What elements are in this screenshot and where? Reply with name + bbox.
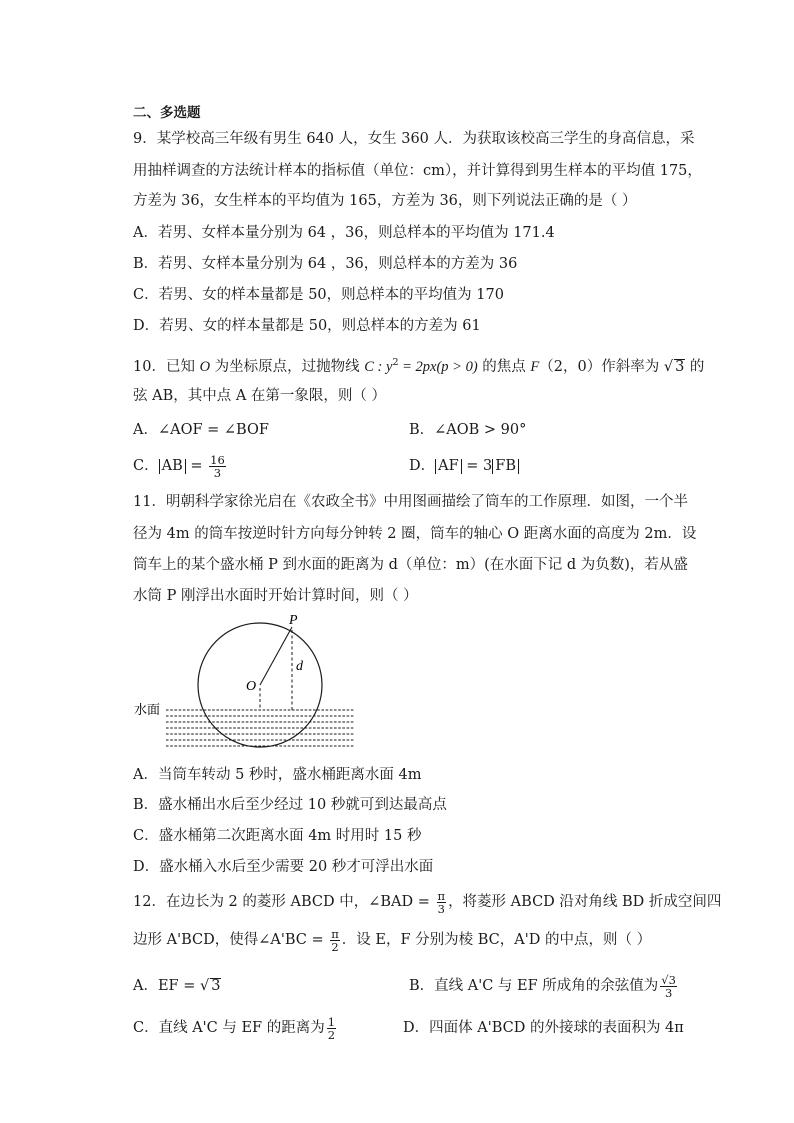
q10-mid-text: = 3 xyxy=(461,458,493,474)
q11-option-c: C．盛水桶第二次距离水面 4m 时用时 15 秒 xyxy=(133,828,422,844)
q12-stem-line-2 xyxy=(133,925,651,955)
q10-abs-ab: AB xyxy=(159,459,186,474)
q11-option-d: D．盛水桶入水后至少需要 20 秒才可浮出水面 xyxy=(133,859,434,875)
q12-option-d: D．四面体 A'BCD 的外接球的表面积为 4π xyxy=(403,1020,684,1036)
q10-text: 10．已知 xyxy=(133,358,200,375)
q10-option-c xyxy=(133,451,228,481)
water-lines xyxy=(166,710,354,746)
option-label: B．直线 A'C 与 EF 所成角的余弦值为 xyxy=(409,978,659,994)
q10-exponent: 2 xyxy=(392,357,399,368)
q12-sqrt-value: 3 xyxy=(211,978,221,994)
option-label: D． xyxy=(409,458,436,474)
q11-option-a: A．当筒车转动 5 秒时，盛水桶距离水面 4m xyxy=(133,767,422,783)
fraction-denominator: 3 xyxy=(437,901,445,916)
q10-stem-line-2: 弦 AB，其中点 A 在第一象限，则（ ） xyxy=(133,388,387,404)
fraction-denominator: 2 xyxy=(327,1027,336,1042)
fraction-denominator: 3 xyxy=(213,465,222,480)
label-water-surface: 水面 xyxy=(134,702,161,717)
q10-option-b: B．∠AOB > 90° xyxy=(409,422,527,438)
fraction-numerator: π xyxy=(437,888,446,903)
q12-angle-fraction xyxy=(330,928,340,953)
q9-option-b: B．若男、女样本量分别为 64 ，36，则总样本的方差为 36 xyxy=(133,256,518,272)
fraction-denominator: 2 xyxy=(331,939,339,954)
section-title: 二、多选题 xyxy=(133,105,201,121)
q10-abs-af: AF xyxy=(435,459,462,474)
option-label: A．EF = xyxy=(133,978,200,994)
q10-text: 为坐标原点，过抛物线 xyxy=(210,358,365,375)
q9-option-c: C．若男、女的样本量都是 50，则总样本的平均值为 170 xyxy=(133,287,504,303)
q10-option-a: A．∠AOF = ∠BOF xyxy=(133,422,269,438)
q12-angle-fraction xyxy=(437,890,447,915)
q10-parabola-formula: C : y xyxy=(364,358,393,375)
q11-option-b: B．盛水桶出水后至少经过 10 秒就可到达最高点 xyxy=(133,797,447,813)
option-label: C． xyxy=(133,458,159,474)
label-p: P xyxy=(289,613,298,628)
q10-option-d xyxy=(409,457,519,475)
label-o: O xyxy=(246,679,257,694)
sqrt-sign: √ xyxy=(200,978,210,994)
q11-stem-line-3: 筒车上的某个盛水桶 P 到水面的距离为 d（单位：m）(在水面下记 d 为负数)，若从盛 xyxy=(133,557,688,573)
equals: = xyxy=(185,458,208,474)
q12-option-b xyxy=(409,969,679,1003)
q9-option-a: A．若男、女样本量分别为 64 ，36，则总样本的平均值为 171.4 xyxy=(133,225,555,241)
q12-text: ，将菱形 ABCD 沿对角线 BD 折成空间四 xyxy=(448,894,722,910)
q11-stem-line-4: 水筒 P 刚浮出水面时开始计算时间，则（ ） xyxy=(133,588,418,604)
q9-stem-line-1: 9．某学校高三年级有男生 640 人，女生 360 人．为获取该校高三学生的身高信息，采 xyxy=(133,131,695,147)
q12-text: 边形 A'BCD，使得∠A'BC = xyxy=(133,932,329,948)
q12-distance-fraction xyxy=(327,1016,336,1041)
q11-stem-line-2: 径为 4m 的筒车按逆时针方向每分钟转 2 圈，筒车的轴心 O 距离水面的高度为 2m．设 xyxy=(133,526,697,542)
q12-text: ．设 E，F 分别为棱 BC，A'D 的中点，则（ ） xyxy=(341,932,652,948)
fraction-denominator: 3 xyxy=(664,985,673,1000)
radius-op xyxy=(260,627,292,685)
q10-var-o: O xyxy=(199,358,211,375)
sqrt-sign: √ xyxy=(663,358,674,375)
fraction-numerator: √3 xyxy=(661,972,676,987)
fraction-numerator: 16 xyxy=(210,452,225,467)
q10-stem-line-1 xyxy=(133,354,704,376)
q10-text: （2，0）作斜率为 xyxy=(539,358,664,375)
q10-fraction xyxy=(209,454,226,479)
q11-stem-line-1: 11．明朝科学家徐光启在《农政全书》中用图画描绘了筒车的工作原理．如图，一个半 xyxy=(133,494,688,510)
q12-option-c xyxy=(133,1011,338,1045)
q10-parabola-formula-rest: = 2px(p > 0) xyxy=(398,358,478,375)
fraction-numerator: π xyxy=(331,926,339,941)
q10-var-f: F xyxy=(530,358,540,375)
q12-cosine-fraction xyxy=(660,974,677,999)
water-wheel-diagram xyxy=(130,608,370,758)
q10-abs-fb: FB xyxy=(492,459,519,474)
q10-text: 的 xyxy=(685,358,705,375)
q12-text: 12．在边长为 2 的菱形 ABCD 中，∠BAD = xyxy=(133,894,435,910)
q9-option-d: D．若男、女的样本量都是 50，则总样本的方差为 61 xyxy=(133,318,481,334)
q12-stem-line-1 xyxy=(133,887,721,917)
q12-option-a xyxy=(133,977,221,995)
q9-stem-line-3: 方差为 36，女生样本的平均值为 165，方差为 36，则下列说法正确的是（ ） xyxy=(133,193,637,209)
q9-stem-line-2: 用抽样调查的方法统计样本的指标值（单位：cm），并计算得到男生样本的平均值 175， xyxy=(133,163,702,179)
fraction-numerator: 1 xyxy=(327,1014,336,1029)
q10-text: 的焦点 xyxy=(477,358,531,375)
q10-slope-sqrt: 3 xyxy=(675,358,685,375)
option-label: C．直线 A'C 与 EF 的距离为 xyxy=(133,1020,325,1036)
label-d: d xyxy=(296,659,303,674)
